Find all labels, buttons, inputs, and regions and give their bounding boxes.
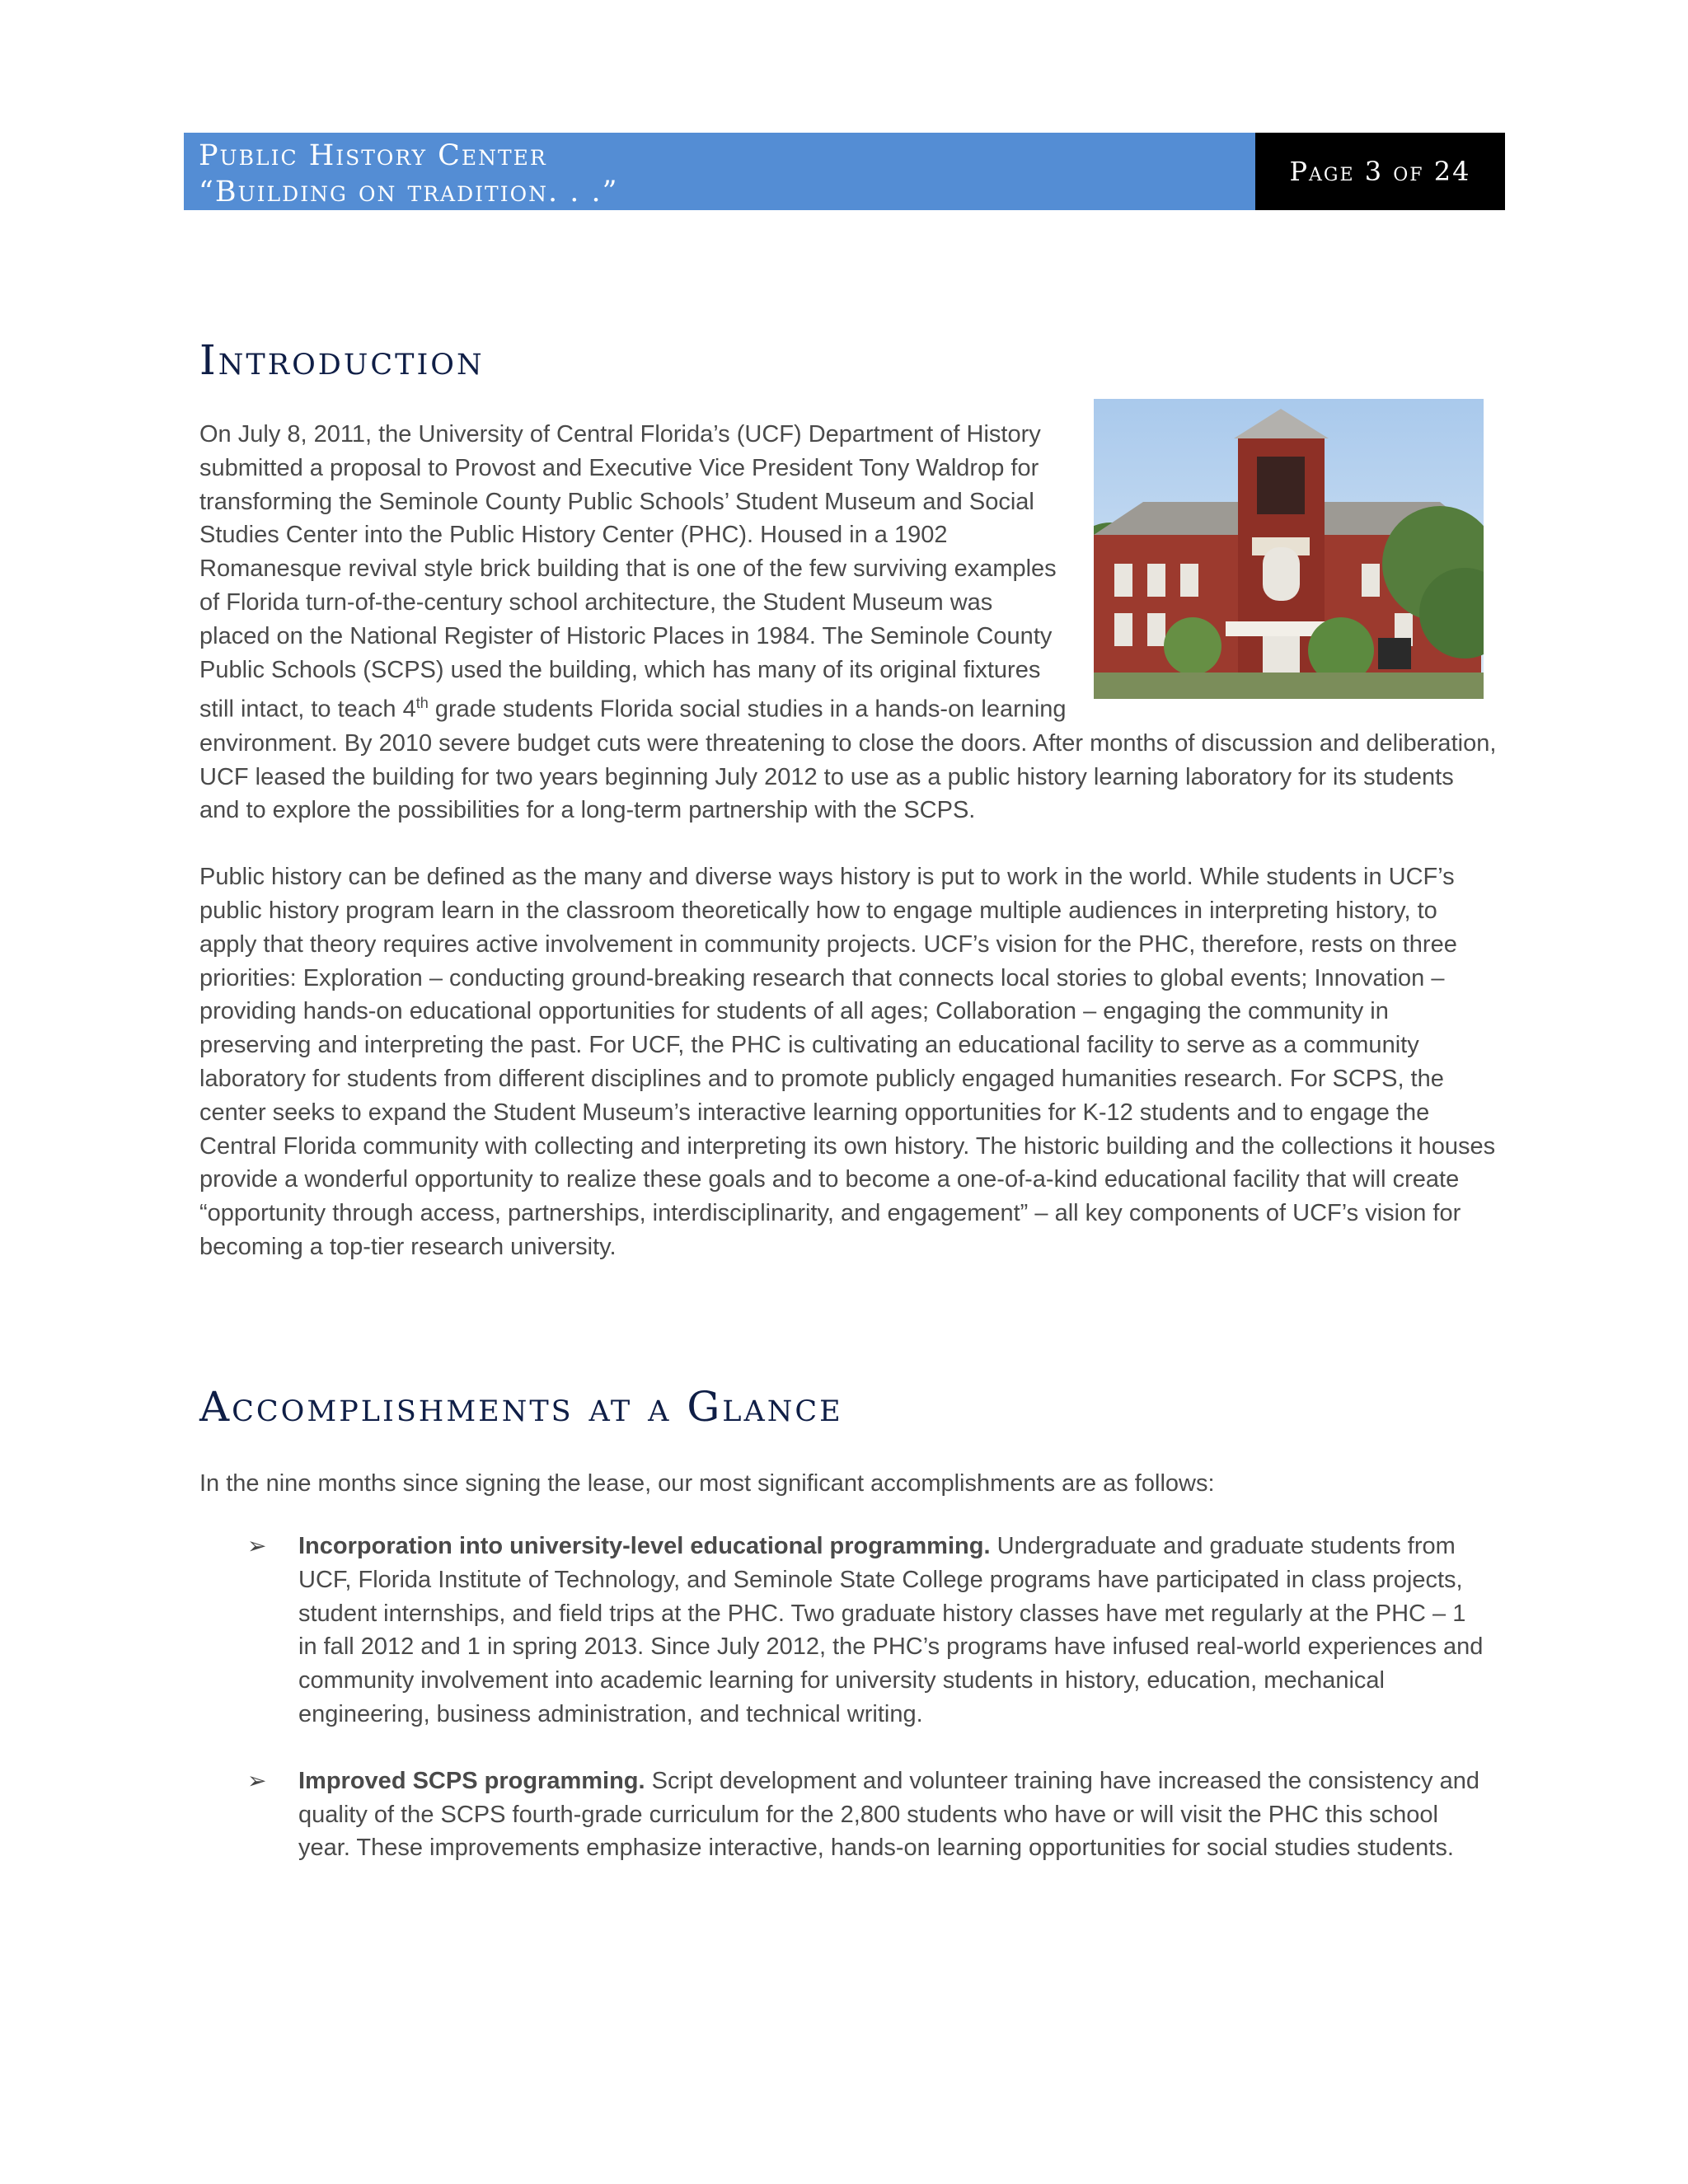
intro-p1-text-a: On July 8, 2011, the University of Central Florida’s (UCF) Department of History submitted a proposal to Provost and Executive Vice President Tony Waldrop for transforming the Seminole County Public Schools’ Student Museum and Social Studies Center into the Public History Center (PHC). Housed in a 1902 Romanesque revival style brick building that is one of the few surviving examples of Florida turn-of-the-century school architecture, the Student Museum was placed on the National Register of Historic Places in 1984. The Seminole County Public Schools (SCPS) used the building, which has many of its original fixtures still intact, to teach 4: [199, 421, 1057, 724]
photo-float-spacer: [1069, 418, 1498, 721]
list-item: [247, 1530, 1484, 1732]
arrow-bullet-icon: ➢: [247, 1533, 267, 1558]
header-title-line2: “Building on tradition. . .”: [199, 176, 619, 209]
introduction-paragraph-2: Public history can be defined as the many and diverse ways history is put to work in the world. While students in UCF’s public history program learn in the classroom theoretically how to engage multiple audiences in interpreting history, to apply that theory requires active involvement in community projects. UCF’s vision for the PHC, therefore, rests on three priorities: Exploration – conducting ground-breaking research that connects local stories to global events; Innovation – providing hands-on educational opportunities for students of all ages; Collaboration – engaging the community in preserving and interpreting the past. For UCF, the PHC is cultivating an educational facility to serve as a community laboratory for students from different disciplines and to promote publicly engaged humanities research. For SCPS, the center seeks to expand the Student Museum’s interactive learning opportunities for K-12 students and to engage the Central Florida community with collecting and interpreting its own history. The historic building and the collections it houses provide a wonderful opportunity to realize these goals and to become a one-of-a-kind educational facility that will create “opportunity through access, partnerships, interdisciplinarity, and engagement” – all key components of UCF’s vision for becoming a top-tier research university.: [199, 864, 1496, 1260]
page-number-label: Page 3 of 24: [1289, 156, 1471, 187]
introduction-body: [199, 418, 1498, 1297]
intro-p1-superscript: th: [415, 695, 429, 712]
intro-p1-text-b: grade students Florida social studies in a hands-on learning environment. By 2010 severe budget cuts were threatening to close the doors. After months of discussion and deliberation, UCF leased the building for two years beginning July 2012 to use as a public history learning laboratory for its students and to explore the possibilities for a long-term partnership with the SCPS.: [199, 696, 1497, 824]
arrow-bullet-icon: ➢: [247, 1767, 267, 1793]
header-title-line1: Public History Center: [199, 139, 547, 172]
list-item: [247, 1765, 1484, 1865]
list-item-title: Improved SCPS programming.: [298, 1767, 645, 1794]
page-number: [1255, 133, 1505, 210]
introduction-heading: Introduction: [199, 336, 485, 384]
list-item-title: Incorporation into university-level educational programming.: [298, 1533, 991, 1559]
accomplishments-list: [247, 1530, 1484, 1898]
list-item-text: Script development and volunteer training have increased the consistency and quality of the SCPS fourth-grade curriculum for the 2,800 students who have or will visit the PHC this school year. These improvements emphasize interactive, hands-on learning opportunities for social studies students.: [298, 1767, 1479, 1862]
accomplishments-heading: Accomplishments at a Glance: [199, 1383, 843, 1431]
header-bar: [184, 133, 1255, 210]
list-item-text: Undergraduate and graduate students from UCF, Florida Institute of Technology, and Seminole State College programs have participated in class projects, student internships, and field trips at the PHC. Two graduate history classes have met regularly at the PHC – 1 in fall 2012 and 1 in spring 2013. Since July 2012, the PHC’s programs have infused real-world experiences and community involvement into academic learning for university students in history, education, mechanical engineering, business administration, and technical writing.: [298, 1533, 1484, 1727]
header-title: [199, 138, 1237, 210]
accomplishments-lead: In the nine months since signing the lease, our most significant accomplishments are as follows:: [199, 1470, 1215, 1497]
